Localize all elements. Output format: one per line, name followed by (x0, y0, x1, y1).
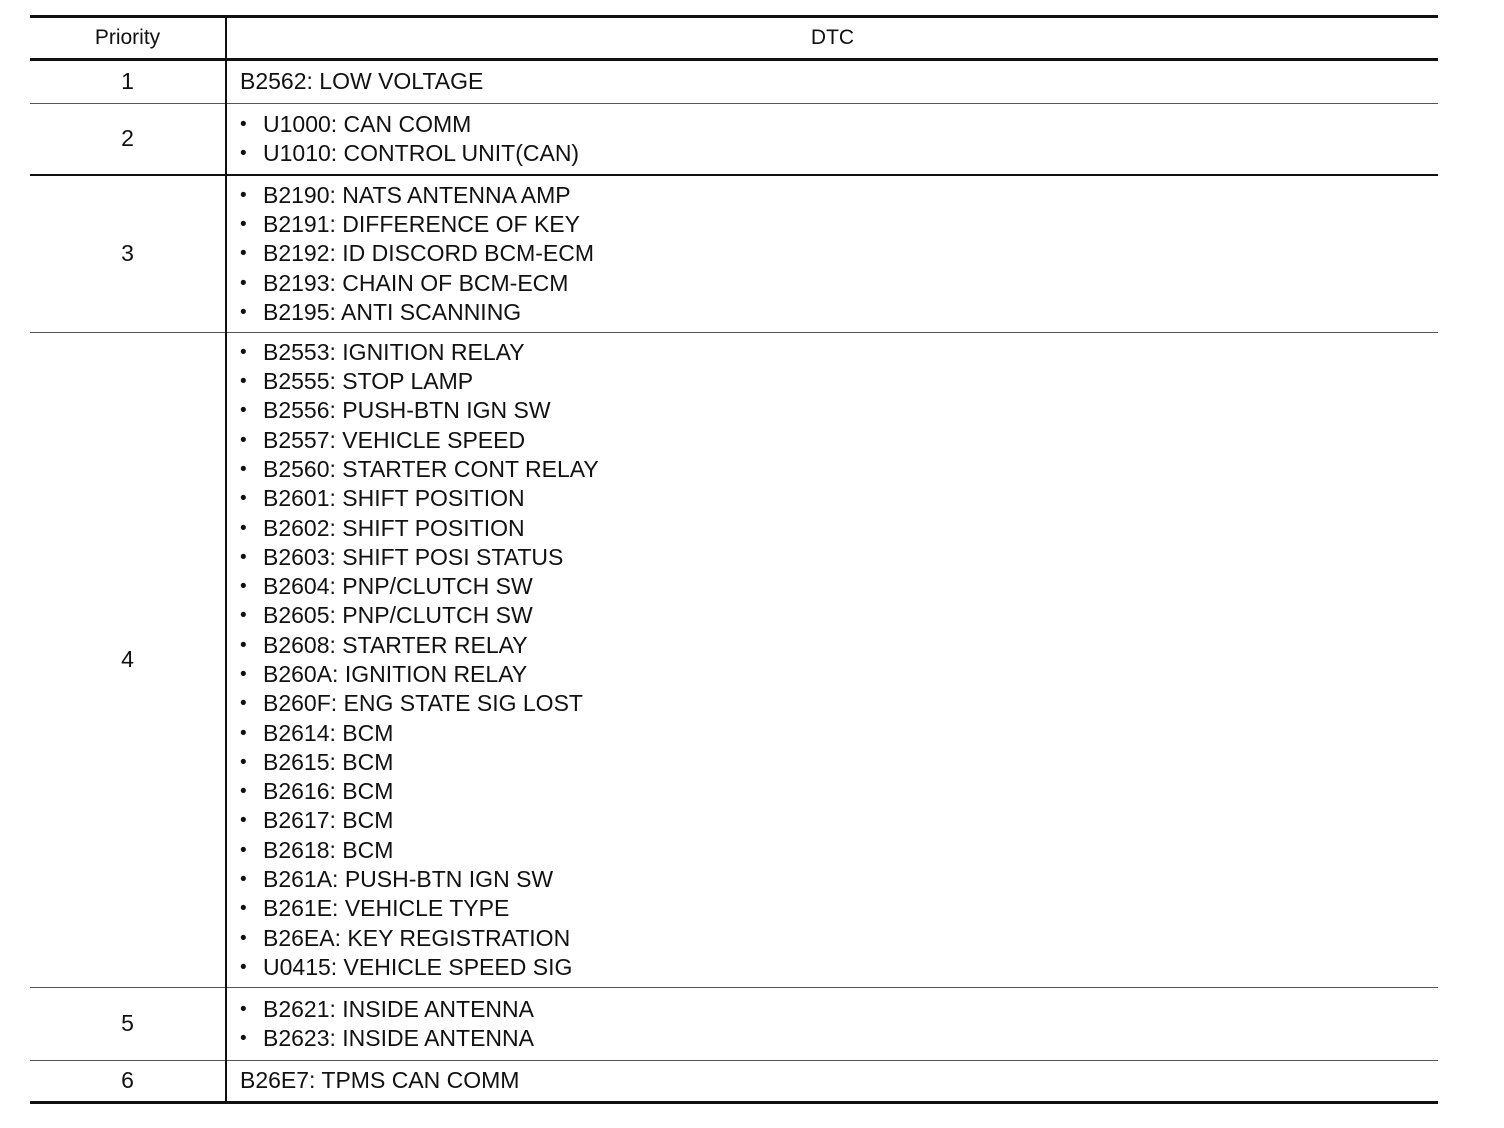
dtc-list (240, 338, 1438, 983)
dtc-list-item: • B2195: ANTI SCANNING (240, 298, 1438, 327)
dtc-list-item: • B2623: INSIDE ANTENNA (240, 1024, 1438, 1053)
dtc-cell (226, 104, 1438, 176)
dtc-list-item: • U0415: VEHICLE SPEED SIG (240, 953, 1438, 982)
table-body (30, 60, 1438, 1103)
dtc-list-item: • B2616: BCM (240, 777, 1438, 806)
table-header-row (30, 17, 1438, 60)
dtc-list-item: • B2603: SHIFT POSI STATUS (240, 543, 1438, 572)
dtc-list-item: • B261A: PUSH-BTN IGN SW (240, 865, 1438, 894)
dtc-list-item: • B2605: PNP/CLUTCH SW (240, 601, 1438, 630)
dtc-list-item: • B2553: IGNITION RELAY (240, 338, 1438, 367)
dtc-list-item: • B2191: DIFFERENCE OF KEY (240, 210, 1438, 239)
priority-cell: 6 (121, 1067, 134, 1094)
priority-cell: 3 (121, 240, 134, 267)
table-row (30, 175, 1438, 333)
dtc-list-item: • B2193: CHAIN OF BCM-ECM (240, 269, 1438, 298)
dtc-column-header: DTC (226, 17, 1438, 60)
table-row (30, 988, 1438, 1061)
dtc-list-item: • B2602: SHIFT POSITION (240, 514, 1438, 543)
dtc-list-item: • B2604: PNP/CLUTCH SW (240, 572, 1438, 601)
dtc-list-item: • B261E: VEHICLE TYPE (240, 894, 1438, 923)
dtc-list-item: • B2556: PUSH-BTN IGN SW (240, 396, 1438, 425)
dtc-cell (226, 175, 1438, 333)
table-row (30, 60, 1438, 104)
dtc-list-item: • B2190: NATS ANTENNA AMP (240, 181, 1438, 210)
dtc-list-item: • B2615: BCM (240, 748, 1438, 777)
dtc-list-item: • B2617: BCM (240, 806, 1438, 835)
dtc-list-item: • U1010: CONTROL UNIT(CAN) (240, 139, 1438, 168)
dtc-list-item: • B2557: VEHICLE SPEED (240, 426, 1438, 455)
priority-column-header: Priority (30, 17, 226, 60)
table-row (30, 1061, 1438, 1103)
dtc-cell (226, 1061, 1438, 1103)
dtc-list-item: • U1000: CAN COMM (240, 110, 1438, 139)
dtc-list-item: • B260F: ENG STATE SIG LOST (240, 689, 1438, 718)
dtc-list-item: • B26EA: KEY REGISTRATION (240, 924, 1438, 953)
dtc-cell (226, 60, 1438, 104)
dtc-list-item: • B2621: INSIDE ANTENNA (240, 995, 1438, 1024)
dtc-list-item: • B2614: BCM (240, 719, 1438, 748)
dtc-list-item: • B2192: ID DISCORD BCM-ECM (240, 239, 1438, 268)
priority-cell: 2 (121, 125, 134, 152)
dtc-cell (226, 333, 1438, 988)
dtc-cell (226, 988, 1438, 1061)
dtc-list (240, 995, 1438, 1054)
dtc-list (240, 181, 1438, 327)
table-row (30, 333, 1438, 988)
dtc-list (240, 110, 1438, 169)
priority-cell: 4 (121, 646, 134, 673)
dtc-list-item: • B2618: BCM (240, 836, 1438, 865)
table-row (30, 104, 1438, 176)
dtc-list-item: • B260A: IGNITION RELAY (240, 660, 1438, 689)
dtc-text: B2562: LOW VOLTAGE (240, 68, 484, 95)
priority-cell: 1 (121, 68, 134, 95)
priority-cell: 5 (121, 1010, 134, 1037)
dtc-list-item: • B2555: STOP LAMP (240, 367, 1438, 396)
dtc-list-item: • B2608: STARTER RELAY (240, 631, 1438, 660)
dtc-list-item: • B2601: SHIFT POSITION (240, 484, 1438, 513)
dtc-text: B26E7: TPMS CAN COMM (240, 1067, 520, 1094)
dtc-priority-table (30, 15, 1438, 1104)
dtc-list-item: • B2560: STARTER CONT RELAY (240, 455, 1438, 484)
